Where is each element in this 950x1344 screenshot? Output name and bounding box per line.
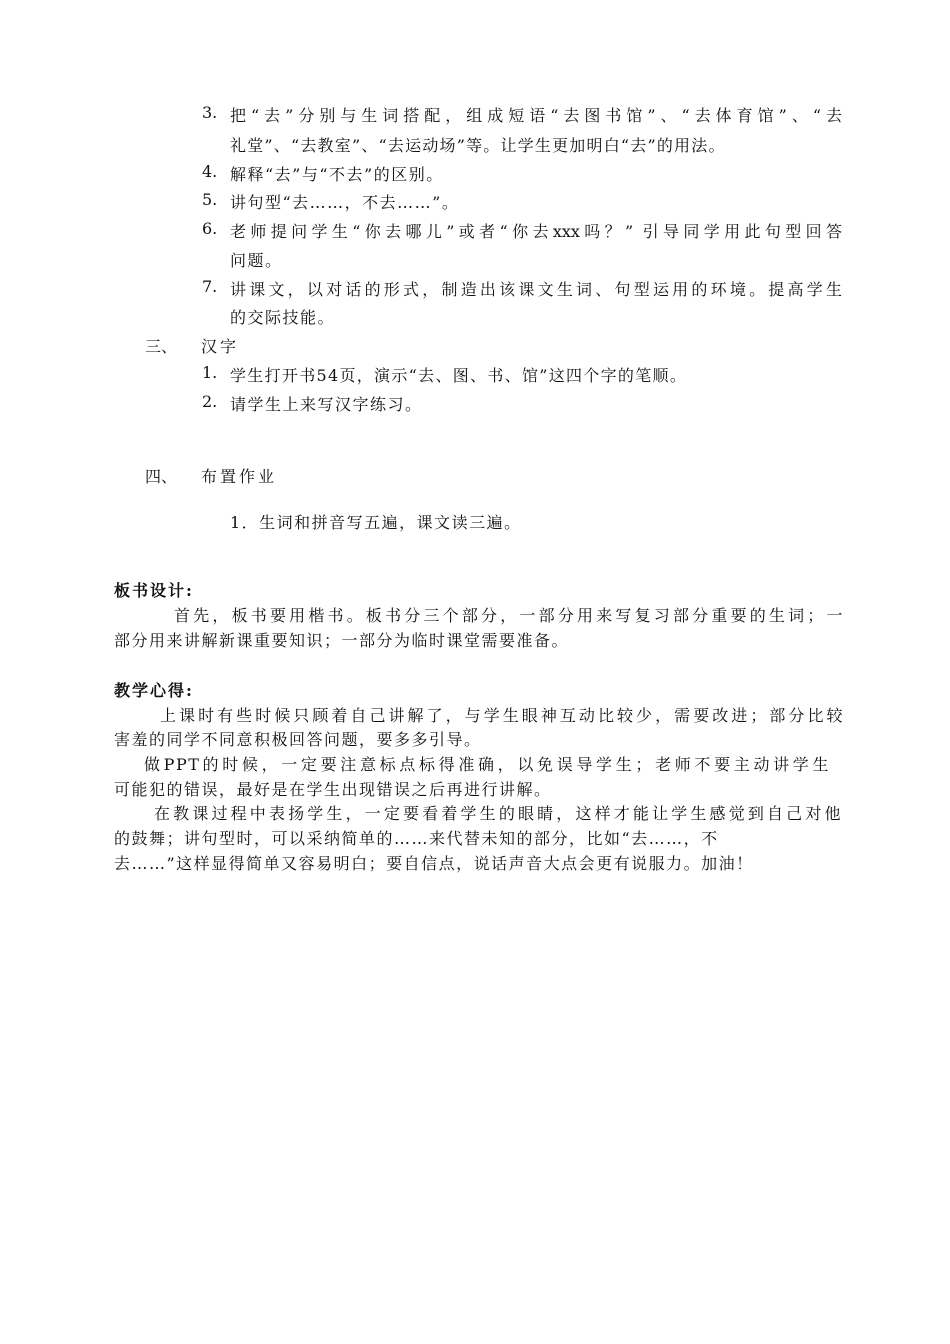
item-3-line-1: 把“去”分别与生词搭配，组成短语“去图书馆”、“去体育馆”、“去 — [230, 106, 842, 125]
item-4-number: 4. — [202, 162, 218, 181]
item-4-text: 解释“去”与“不去”的区别。 — [230, 165, 444, 184]
item-3-line-2: 礼堂”、“去教室”、“去运动场”等。让学生更加明白“去”的用法。 — [230, 136, 726, 155]
board-design-line-1: 首先，板书要用楷书。板书分三个部分，一部分用来写复习部分重要的生词；一 — [174, 606, 844, 625]
item-3-number: 3. — [202, 103, 218, 122]
board-design-heading: 板书设计: — [114, 581, 194, 600]
section-3-item-2-number: 2. — [202, 392, 218, 411]
section-3-item-2-text: 请学生上来写汉字练习。 — [230, 395, 423, 414]
reflection-line-6: 的鼓舞；讲句型时，可以采纳简单的……来代替未知的部分，比如“去……，不 — [114, 829, 719, 848]
item-6-number: 6. — [202, 219, 218, 238]
item-7-line-2: 的交际技能。 — [230, 308, 336, 327]
item-7-line-1: 讲课文，以对话的形式，制造出该课文生词、句型运用的环境。提高学生 — [230, 280, 842, 299]
reflection-line-1: 上课时有些时候只顾着自己讲解了，与学生眼神互动比较少，需要改进；部分比较 — [160, 706, 844, 725]
reflection-line-3: 做PPT的时候，一定要注意标点标得准确，以免误导学生；老师不要主动讲学生 — [144, 755, 830, 774]
reflection-line-4: 可能犯的错误，最好是在学生出现错误之后再进行讲解。 — [114, 780, 552, 799]
item-7-number: 7. — [202, 277, 218, 296]
item-5-number: 5. — [202, 190, 218, 209]
section-3-item-1-text: 学生打开书54页，演示“去、图、书、馆”这四个字的笔顺。 — [230, 366, 688, 385]
reflection-line-7: 去……”这样显得简单又容易明白；要自信点，说话声音大点会更有说服力。加油！ — [114, 854, 754, 873]
board-design-line-2: 部分用来讲解新课重要知识；一部分为临时课堂需要准备。 — [114, 631, 570, 650]
section-3-number: 三、 — [145, 337, 178, 356]
reflection-line-5: 在教课过程中表扬学生，一定要看着学生的眼睛，这样才能让学生感觉到自己对他 — [154, 804, 842, 823]
item-6-line-2: 问题。 — [230, 251, 283, 270]
reflection-heading: 教学心得: — [114, 681, 194, 700]
item-5-text: 讲句型“去……，不去……”。 — [230, 193, 460, 212]
section-4-title: 布置作业 — [201, 467, 278, 486]
section-4-number: 四、 — [145, 467, 178, 486]
reflection-line-2: 害羞的同学不同意积极回答问题，要多多引导。 — [114, 730, 482, 749]
item-6-line-1: 老师提问学生“你去哪儿”或者“你去xxx吗？” 引导同学用此句型回答 — [230, 222, 842, 241]
section-4-item-1: 1．生词和拼音写五遍，课文读三遍。 — [230, 513, 522, 532]
section-3-title: 汉字 — [201, 337, 240, 356]
section-3-item-1-number: 1. — [202, 363, 218, 382]
